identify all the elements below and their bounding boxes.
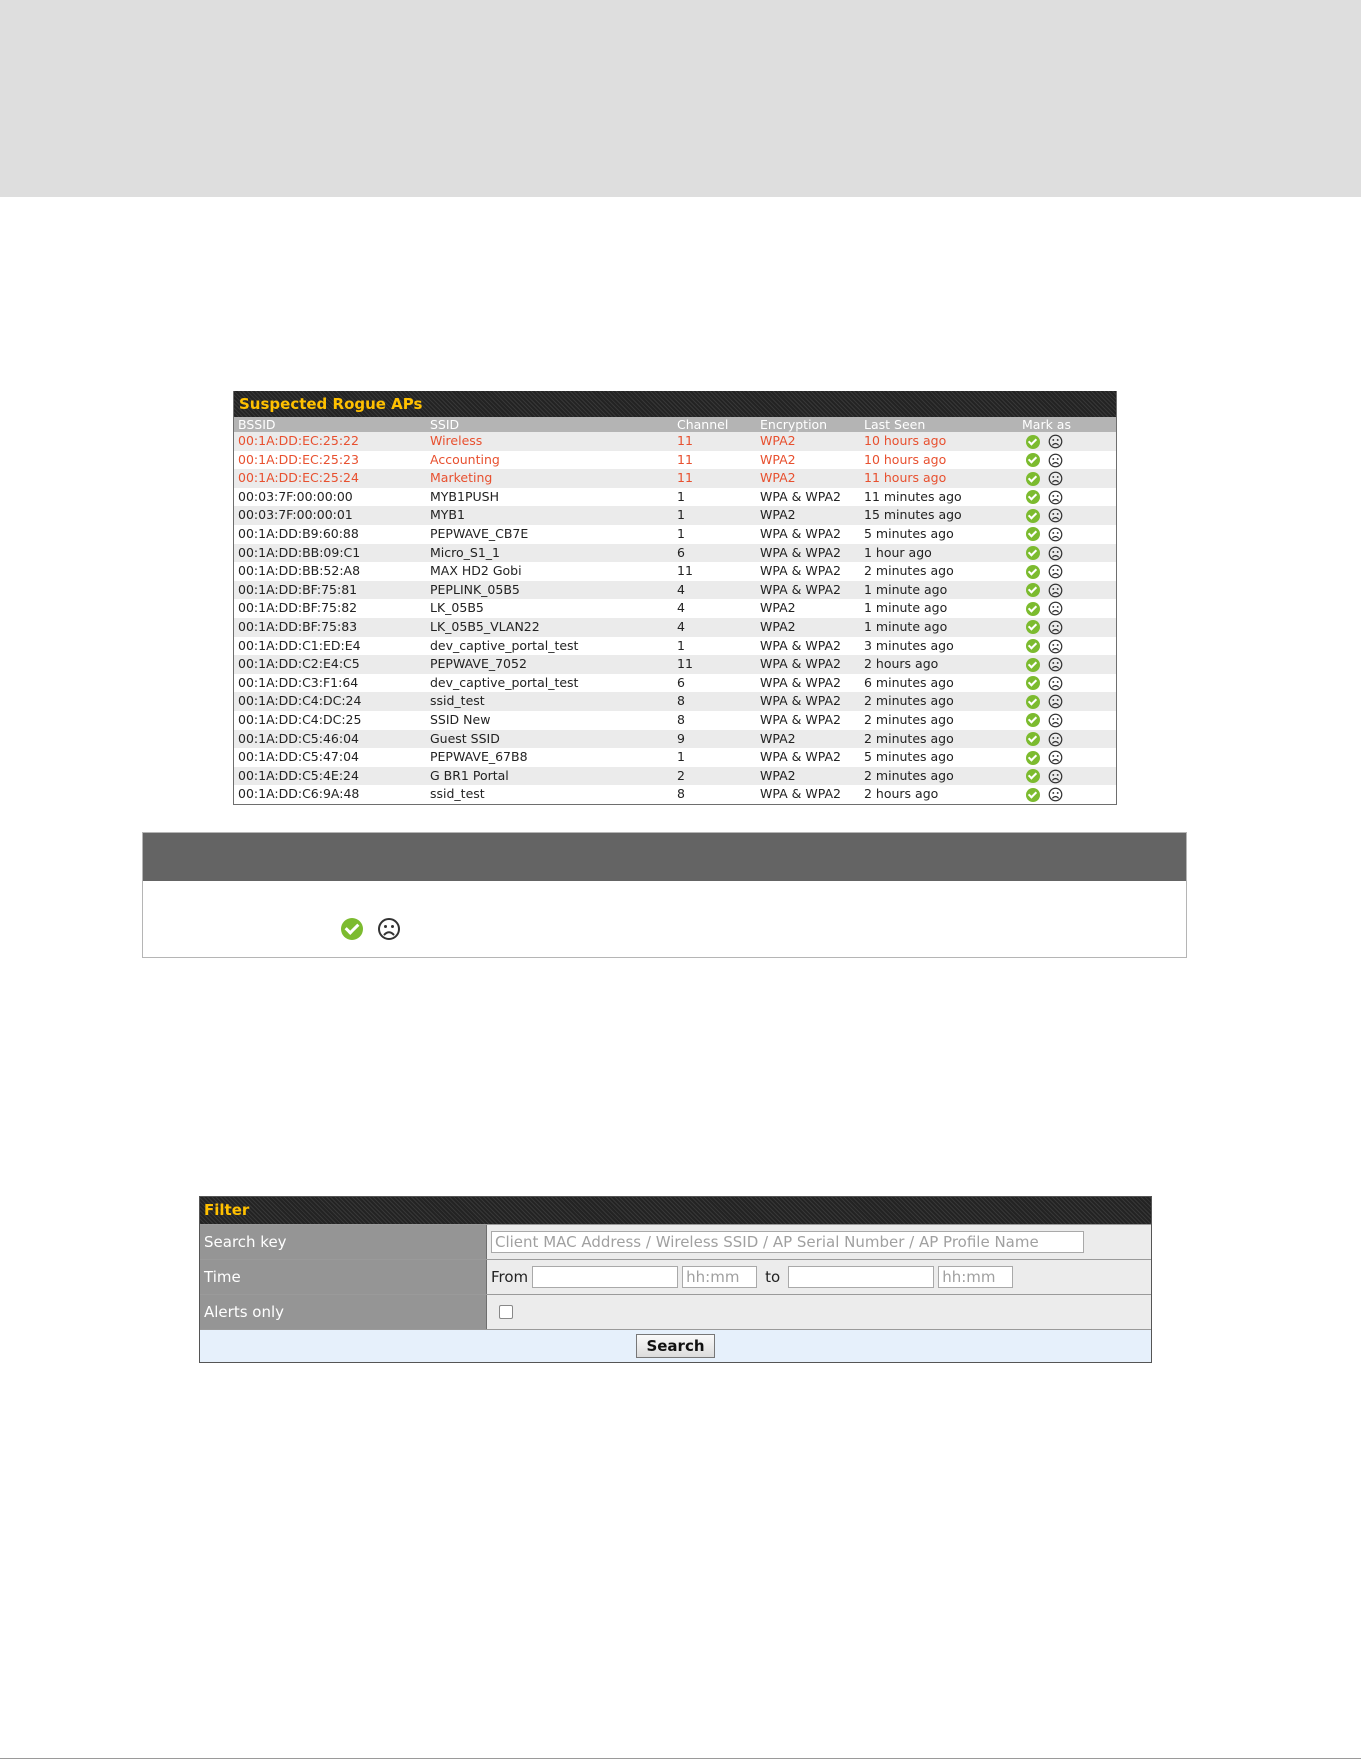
bssid-cell: 00:03:7F:00:00:00 bbox=[234, 488, 426, 507]
bssid-cell: 00:1A:DD:C4:DC:25 bbox=[234, 711, 426, 730]
mark-legend-panel bbox=[142, 832, 1187, 958]
channel-cell: 1 bbox=[673, 525, 756, 544]
filter-row-time bbox=[200, 1259, 1151, 1294]
bssid-cell: 00:1A:DD:C4:DC:24 bbox=[234, 692, 426, 711]
mark-as-cell bbox=[1018, 562, 1116, 581]
encryption-cell: WPA2 bbox=[756, 432, 860, 451]
table-row bbox=[234, 730, 1116, 749]
filter-title: Filter bbox=[200, 1197, 1151, 1224]
mark-legitimate-icon[interactable] bbox=[1026, 769, 1040, 783]
encryption-cell: WPA & WPA2 bbox=[756, 488, 860, 507]
mark-rogue-icon[interactable] bbox=[1048, 471, 1063, 486]
suspected-rogue-aps-panel bbox=[233, 391, 1117, 805]
bssid-cell: 00:1A:DD:BF:75:83 bbox=[234, 618, 426, 637]
mark-rogue-icon[interactable] bbox=[1048, 564, 1063, 579]
mark-as-cell bbox=[1018, 469, 1116, 488]
mark-as-cell bbox=[1018, 730, 1116, 749]
bssid-cell: 00:1A:DD:C5:47:04 bbox=[234, 748, 426, 767]
bssid-cell: 00:1A:DD:C5:46:04 bbox=[234, 730, 426, 749]
encryption-cell: WPA2 bbox=[756, 618, 860, 637]
ssid-cell: Guest SSID bbox=[426, 730, 673, 749]
mark-rogue-icon[interactable] bbox=[1048, 676, 1063, 691]
mark-rogue-icon[interactable] bbox=[1048, 657, 1063, 672]
column-header-mark-as: Mark as bbox=[1018, 417, 1116, 432]
mark-legitimate-icon[interactable] bbox=[1026, 732, 1040, 746]
mark-rogue-icon[interactable] bbox=[1048, 583, 1063, 598]
table-row bbox=[234, 785, 1116, 804]
mark-legitimate-icon[interactable] bbox=[1026, 546, 1040, 560]
table-row bbox=[234, 581, 1116, 600]
time-label: Time bbox=[200, 1260, 487, 1294]
mark-legitimate-icon[interactable] bbox=[1026, 583, 1040, 597]
to-label: to bbox=[765, 1268, 781, 1286]
channel-cell: 9 bbox=[673, 730, 756, 749]
mark-actions bbox=[1022, 750, 1063, 765]
encryption-cell: WPA2 bbox=[756, 730, 860, 749]
last-seen-cell: 2 minutes ago bbox=[860, 692, 1018, 711]
ssid-cell: LK_05B5 bbox=[426, 599, 673, 618]
bssid-cell: 00:1A:DD:EC:25:22 bbox=[234, 432, 426, 451]
mark-as-cell bbox=[1018, 488, 1116, 507]
mark-actions bbox=[1022, 620, 1063, 635]
mark-actions bbox=[1022, 527, 1063, 542]
channel-cell: 11 bbox=[673, 451, 756, 470]
mark-as-cell bbox=[1018, 432, 1116, 451]
ssid-cell: PEPWAVE_CB7E bbox=[426, 525, 673, 544]
ssid-cell: PEPWAVE_7052 bbox=[426, 655, 673, 674]
rogue-table-body bbox=[234, 432, 1116, 804]
mark-actions bbox=[1022, 453, 1063, 468]
mark-as-cell bbox=[1018, 506, 1116, 525]
last-seen-cell: 1 minute ago bbox=[860, 618, 1018, 637]
mark-rogue-icon[interactable] bbox=[1048, 787, 1063, 802]
bssid-cell: 00:1A:DD:BB:09:C1 bbox=[234, 544, 426, 563]
channel-cell: 8 bbox=[673, 785, 756, 804]
mark-rogue-icon[interactable] bbox=[1048, 732, 1063, 747]
ssid-cell: ssid_test bbox=[426, 785, 673, 804]
channel-cell: 1 bbox=[673, 506, 756, 525]
encryption-cell: WPA2 bbox=[756, 506, 860, 525]
table-row bbox=[234, 748, 1116, 767]
bssid-cell: 00:1A:DD:C2:E4:C5 bbox=[234, 655, 426, 674]
table-row bbox=[234, 506, 1116, 525]
ssid-cell: SSID New bbox=[426, 711, 673, 730]
last-seen-cell: 1 minute ago bbox=[860, 599, 1018, 618]
encryption-cell: WPA & WPA2 bbox=[756, 785, 860, 804]
column-header-bssid[interactable]: BSSID bbox=[234, 417, 426, 432]
mark-as-cell bbox=[1018, 544, 1116, 563]
ssid-cell: dev_captive_portal_test bbox=[426, 674, 673, 693]
mark-legitimate-icon[interactable] bbox=[1026, 788, 1040, 802]
mark-legitimate-icon[interactable] bbox=[1026, 658, 1040, 672]
mark-actions bbox=[1022, 508, 1063, 523]
column-header-channel[interactable]: Channel bbox=[673, 417, 756, 432]
mark-rogue-icon[interactable] bbox=[1048, 546, 1063, 561]
bssid-cell: 00:03:7F:00:00:01 bbox=[234, 506, 426, 525]
mark-as-cell bbox=[1018, 674, 1116, 693]
last-seen-cell: 11 hours ago bbox=[860, 469, 1018, 488]
mark-legitimate-icon[interactable] bbox=[1026, 713, 1040, 727]
table-row bbox=[234, 544, 1116, 563]
from-date-input[interactable] bbox=[532, 1266, 678, 1288]
table-row bbox=[234, 599, 1116, 618]
alerts-only-cell bbox=[487, 1295, 1151, 1329]
last-seen-cell: 10 hours ago bbox=[860, 432, 1018, 451]
from-label: From bbox=[491, 1268, 529, 1286]
mark-rogue-icon[interactable] bbox=[1048, 508, 1063, 523]
ssid-cell: PEPWAVE_67B8 bbox=[426, 748, 673, 767]
search-key-cell bbox=[487, 1225, 1151, 1259]
last-seen-cell: 2 hours ago bbox=[860, 655, 1018, 674]
search-button[interactable]: Search bbox=[636, 1334, 714, 1358]
table-row bbox=[234, 767, 1116, 786]
ssid-cell: MYB1PUSH bbox=[426, 488, 673, 507]
last-seen-cell: 2 minutes ago bbox=[860, 711, 1018, 730]
mark-as-cell bbox=[1018, 655, 1116, 674]
last-seen-cell: 2 minutes ago bbox=[860, 767, 1018, 786]
mark-rogue-icon[interactable] bbox=[1048, 713, 1063, 728]
encryption-cell: WPA & WPA2 bbox=[756, 544, 860, 563]
mark-as-cell bbox=[1018, 767, 1116, 786]
mark-rogue-icon[interactable] bbox=[1048, 434, 1063, 449]
mark-legitimate-icon[interactable] bbox=[1026, 676, 1040, 690]
channel-cell: 4 bbox=[673, 581, 756, 600]
last-seen-cell: 3 minutes ago bbox=[860, 637, 1018, 656]
legend-panel-header bbox=[143, 833, 1186, 881]
ssid-cell: Wireless bbox=[426, 432, 673, 451]
bssid-cell: 00:1A:DD:BF:75:81 bbox=[234, 581, 426, 600]
column-header-encryption[interactable]: Encryption bbox=[756, 417, 860, 432]
mark-rogue-icon[interactable] bbox=[1048, 527, 1063, 542]
rogue-ap-table bbox=[234, 417, 1116, 804]
mark-legitimate-icon[interactable] bbox=[1026, 639, 1040, 653]
ssid-cell: MYB1 bbox=[426, 506, 673, 525]
mark-legitimate-icon[interactable] bbox=[1026, 509, 1040, 523]
mark-actions bbox=[1022, 471, 1063, 486]
channel-cell: 6 bbox=[673, 674, 756, 693]
table-row bbox=[234, 711, 1116, 730]
ssid-cell: dev_captive_portal_test bbox=[426, 637, 673, 656]
mark-actions bbox=[1022, 434, 1063, 449]
channel-cell: 1 bbox=[673, 488, 756, 507]
channel-cell: 1 bbox=[673, 748, 756, 767]
encryption-cell: WPA & WPA2 bbox=[756, 525, 860, 544]
mark-rogue-icon[interactable] bbox=[1048, 639, 1063, 654]
table-row bbox=[234, 525, 1116, 544]
to-time-input[interactable] bbox=[938, 1266, 1013, 1288]
mark-rogue-icon[interactable] bbox=[1048, 453, 1063, 468]
last-seen-cell: 1 hour ago bbox=[860, 544, 1018, 563]
mark-as-cell bbox=[1018, 525, 1116, 544]
mark-rogue-icon[interactable] bbox=[1048, 620, 1063, 635]
ssid-cell: Marketing bbox=[426, 469, 673, 488]
ssid-cell: Accounting bbox=[426, 451, 673, 470]
last-seen-cell: 11 minutes ago bbox=[860, 488, 1018, 507]
bssid-cell: 00:1A:DD:BB:52:A8 bbox=[234, 562, 426, 581]
table-row bbox=[234, 637, 1116, 656]
last-seen-cell: 6 minutes ago bbox=[860, 674, 1018, 693]
mark-as-cell bbox=[1018, 618, 1116, 637]
mark-legitimate-icon[interactable] bbox=[1026, 695, 1040, 709]
rogue-table-title: Suspected Rogue APs bbox=[234, 391, 1116, 417]
table-row bbox=[234, 562, 1116, 581]
last-seen-cell: 5 minutes ago bbox=[860, 525, 1018, 544]
bssid-cell: 00:1A:DD:EC:25:23 bbox=[234, 451, 426, 470]
mark-as-cell bbox=[1018, 581, 1116, 600]
column-header-ssid[interactable]: SSID bbox=[426, 417, 673, 432]
sad-face-icon bbox=[377, 917, 401, 941]
channel-cell: 4 bbox=[673, 618, 756, 637]
channel-cell: 8 bbox=[673, 692, 756, 711]
channel-cell: 6 bbox=[673, 544, 756, 563]
table-row bbox=[234, 432, 1116, 451]
mark-as-cell bbox=[1018, 637, 1116, 656]
table-row bbox=[234, 451, 1116, 470]
encryption-cell: WPA2 bbox=[756, 451, 860, 470]
mark-legitimate-icon[interactable] bbox=[1026, 751, 1040, 765]
filter-row-alerts-only bbox=[200, 1294, 1151, 1329]
table-header-row bbox=[234, 417, 1116, 432]
ssid-cell: PEPLINK_05B5 bbox=[426, 581, 673, 600]
mark-as-cell bbox=[1018, 451, 1116, 470]
channel-cell: 11 bbox=[673, 469, 756, 488]
page-bottom-rule bbox=[0, 1758, 1361, 1759]
encryption-cell: WPA & WPA2 bbox=[756, 692, 860, 711]
table-row bbox=[234, 655, 1116, 674]
mark-legitimate-icon[interactable] bbox=[1026, 620, 1040, 634]
search-key-input[interactable] bbox=[491, 1231, 1084, 1253]
filter-submit-row bbox=[200, 1329, 1151, 1362]
mark-legitimate-icon[interactable] bbox=[1026, 490, 1040, 504]
encryption-cell: WPA2 bbox=[756, 599, 860, 618]
mark-as-cell bbox=[1018, 711, 1116, 730]
mark-as-cell bbox=[1018, 599, 1116, 618]
bssid-cell: 00:1A:DD:C3:F1:64 bbox=[234, 674, 426, 693]
legend-icons bbox=[341, 917, 401, 941]
time-cell bbox=[487, 1260, 1151, 1294]
mark-as-cell bbox=[1018, 692, 1116, 711]
column-header-last-seen[interactable]: Last Seen bbox=[860, 417, 1018, 432]
last-seen-cell: 2 minutes ago bbox=[860, 562, 1018, 581]
ssid-cell: Micro_S1_1 bbox=[426, 544, 673, 563]
mark-actions bbox=[1022, 657, 1063, 672]
mark-actions bbox=[1022, 583, 1063, 598]
encryption-cell: WPA & WPA2 bbox=[756, 655, 860, 674]
last-seen-cell: 2 hours ago bbox=[860, 785, 1018, 804]
channel-cell: 11 bbox=[673, 655, 756, 674]
table-row bbox=[234, 488, 1116, 507]
mark-actions bbox=[1022, 713, 1063, 728]
mark-actions bbox=[1022, 639, 1063, 654]
filter-panel bbox=[199, 1196, 1152, 1363]
to-date-input[interactable] bbox=[788, 1266, 934, 1288]
mark-rogue-icon[interactable] bbox=[1048, 490, 1063, 505]
mark-legitimate-icon[interactable] bbox=[1026, 435, 1040, 449]
mark-actions bbox=[1022, 769, 1063, 784]
encryption-cell: WPA & WPA2 bbox=[756, 581, 860, 600]
mark-actions bbox=[1022, 676, 1063, 691]
mark-actions bbox=[1022, 787, 1063, 802]
page-header-band bbox=[0, 0, 1361, 197]
last-seen-cell: 2 minutes ago bbox=[860, 730, 1018, 749]
bssid-cell: 00:1A:DD:B9:60:88 bbox=[234, 525, 426, 544]
ssid-cell: ssid_test bbox=[426, 692, 673, 711]
mark-legitimate-icon[interactable] bbox=[1026, 527, 1040, 541]
encryption-cell: WPA2 bbox=[756, 767, 860, 786]
table-row bbox=[234, 469, 1116, 488]
mark-rogue-icon[interactable] bbox=[1048, 750, 1063, 765]
mark-actions bbox=[1022, 546, 1063, 561]
encryption-cell: WPA2 bbox=[756, 469, 860, 488]
mark-actions bbox=[1022, 490, 1063, 505]
mark-rogue-icon[interactable] bbox=[1048, 601, 1063, 616]
channel-cell: 8 bbox=[673, 711, 756, 730]
ssid-cell: G BR1 Portal bbox=[426, 767, 673, 786]
mark-actions bbox=[1022, 601, 1063, 616]
encryption-cell: WPA & WPA2 bbox=[756, 674, 860, 693]
alerts-only-checkbox[interactable] bbox=[499, 1305, 513, 1319]
channel-cell: 4 bbox=[673, 599, 756, 618]
bssid-cell: 00:1A:DD:C6:9A:48 bbox=[234, 785, 426, 804]
channel-cell: 1 bbox=[673, 637, 756, 656]
bssid-cell: 00:1A:DD:BF:75:82 bbox=[234, 599, 426, 618]
ssid-cell: MAX HD2 Gobi bbox=[426, 562, 673, 581]
filter-row-search-key bbox=[200, 1224, 1151, 1259]
check-circle-icon bbox=[341, 918, 363, 940]
last-seen-cell: 1 minute ago bbox=[860, 581, 1018, 600]
last-seen-cell: 10 hours ago bbox=[860, 451, 1018, 470]
bssid-cell: 00:1A:DD:C1:ED:E4 bbox=[234, 637, 426, 656]
ssid-cell: LK_05B5_VLAN22 bbox=[426, 618, 673, 637]
table-row bbox=[234, 618, 1116, 637]
search-key-label: Search key bbox=[200, 1225, 487, 1259]
alerts-only-label: Alerts only bbox=[200, 1295, 487, 1329]
encryption-cell: WPA & WPA2 bbox=[756, 637, 860, 656]
mark-legitimate-icon[interactable] bbox=[1026, 565, 1040, 579]
mark-rogue-icon[interactable] bbox=[1048, 769, 1063, 784]
bssid-cell: 00:1A:DD:C5:4E:24 bbox=[234, 767, 426, 786]
mark-legitimate-icon[interactable] bbox=[1026, 472, 1040, 486]
mark-as-cell bbox=[1018, 748, 1116, 767]
mark-legitimate-icon[interactable] bbox=[1026, 602, 1040, 616]
mark-actions bbox=[1022, 694, 1063, 709]
mark-as-cell bbox=[1018, 785, 1116, 804]
table-row bbox=[234, 692, 1116, 711]
mark-rogue-icon[interactable] bbox=[1048, 694, 1063, 709]
channel-cell: 11 bbox=[673, 432, 756, 451]
mark-legitimate-icon[interactable] bbox=[1026, 453, 1040, 467]
bssid-cell: 00:1A:DD:EC:25:24 bbox=[234, 469, 426, 488]
encryption-cell: WPA & WPA2 bbox=[756, 562, 860, 581]
last-seen-cell: 15 minutes ago bbox=[860, 506, 1018, 525]
channel-cell: 2 bbox=[673, 767, 756, 786]
table-row bbox=[234, 674, 1116, 693]
mark-actions bbox=[1022, 732, 1063, 747]
from-time-input[interactable] bbox=[682, 1266, 757, 1288]
last-seen-cell: 5 minutes ago bbox=[860, 748, 1018, 767]
encryption-cell: WPA & WPA2 bbox=[756, 748, 860, 767]
encryption-cell: WPA & WPA2 bbox=[756, 711, 860, 730]
channel-cell: 11 bbox=[673, 562, 756, 581]
mark-actions bbox=[1022, 564, 1063, 579]
